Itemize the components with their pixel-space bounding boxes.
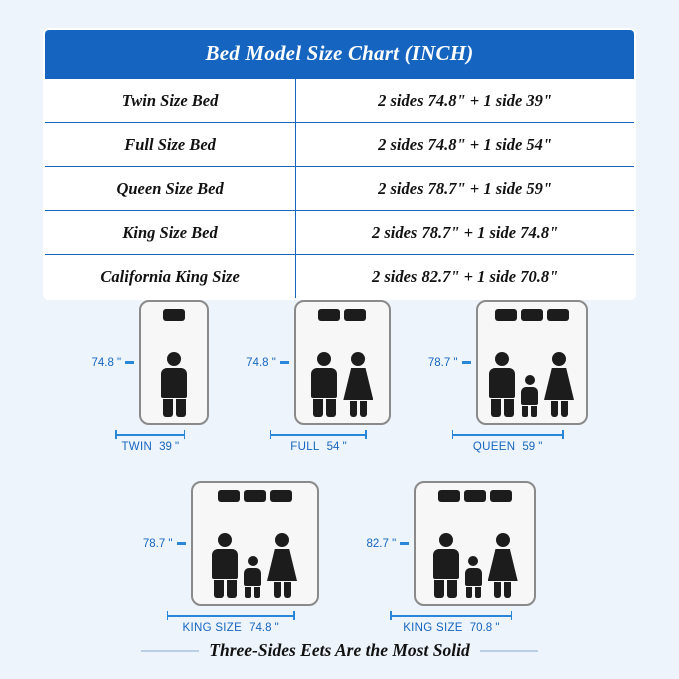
full-length-label: 74.8 " (246, 356, 276, 369)
table-cell-bed-size: 2 sides 74.8" + 1 side 39" (296, 79, 634, 123)
child-icon (244, 556, 261, 598)
adult-woman-icon (488, 533, 518, 598)
pillow-icon (547, 309, 569, 321)
twin-mattress (139, 300, 209, 425)
bed-diagram-queen (428, 300, 588, 453)
pillow-icon (270, 490, 292, 502)
table-row (45, 123, 634, 167)
king-width-value: 74.8 " (249, 622, 279, 634)
calking-length-measure (367, 481, 410, 606)
pillow-icon (318, 309, 340, 321)
full-length-measure (246, 300, 289, 425)
bed-diagram-row-top (0, 300, 679, 453)
full-width-value: 54 " (326, 441, 347, 453)
table-cell-bed-name: Full Size Bed (45, 123, 296, 167)
pillow-icon (464, 490, 486, 502)
occupant-group (478, 352, 586, 417)
bed-diagrams (0, 300, 679, 634)
bed-diagram-row-bottom (0, 481, 679, 634)
calking-length-label: 82.7 " (366, 537, 397, 550)
full-width-label (290, 441, 346, 453)
calking-width-value: 70.8 " (469, 622, 500, 634)
twin-length-label: 74.8 " (91, 356, 122, 369)
occupant-group (141, 352, 207, 417)
twin-length-measure (91, 300, 134, 425)
table-row (45, 255, 634, 299)
size-chart-table-card (43, 28, 636, 300)
queen-width-value: 59 " (522, 441, 543, 453)
bed-diagram-california-king (367, 481, 537, 634)
king-length-measure (143, 481, 186, 606)
pillow-icon (490, 490, 512, 502)
adult-man-icon (433, 533, 459, 598)
table-cell-bed-size: 2 sides 74.8" + 1 side 54" (296, 123, 634, 167)
divider-right (480, 650, 538, 652)
queen-length-label: 78.7 " (427, 356, 458, 369)
calking-width-measure (390, 611, 512, 634)
full-name-label: FULL (290, 441, 320, 453)
table-cell-bed-name: California King Size (45, 255, 296, 299)
child-icon (521, 375, 538, 417)
full-width-measure (270, 430, 367, 453)
adult-man-icon (161, 352, 187, 417)
queen-width-label (473, 441, 542, 453)
bed-diagram-full (246, 300, 391, 453)
pillow-group (193, 490, 317, 502)
full-mattress (294, 300, 391, 425)
adult-man-icon (489, 352, 515, 417)
occupant-group (416, 533, 534, 598)
page-title: Bed Model Size Chart (INCH) (45, 30, 634, 78)
table-cell-bed-size: 2 sides 78.7" + 1 side 74.8" (296, 211, 634, 255)
queen-length-measure (428, 300, 471, 425)
queen-width-measure (452, 430, 564, 453)
footer-note (0, 640, 679, 661)
queen-name-label: QUEEN (472, 441, 516, 453)
pillow-icon (438, 490, 460, 502)
measure-line-horizontal-icon (452, 430, 564, 439)
pillow-icon (521, 309, 543, 321)
table-cell-bed-name: King Size Bed (45, 211, 296, 255)
measure-line-horizontal-icon (167, 611, 295, 620)
king-name-label: KING SIZE (182, 622, 243, 634)
adult-man-icon (212, 533, 238, 598)
pillow-group (416, 490, 534, 502)
king-width-measure (167, 611, 295, 634)
adult-man-icon (311, 352, 337, 417)
pillow-icon (218, 490, 240, 502)
twin-name-label: TWIN (121, 441, 153, 453)
pillow-group (141, 309, 207, 321)
table-row (45, 211, 634, 255)
twin-width-measure (115, 430, 185, 453)
pillow-icon (163, 309, 185, 321)
pillow-group (296, 309, 389, 321)
pillow-icon (244, 490, 266, 502)
calking-name-label: KING SIZE (403, 622, 463, 634)
pillow-group (478, 309, 586, 321)
twin-width-label (121, 441, 179, 453)
divider-left (141, 650, 199, 652)
table-cell-bed-name: Twin Size Bed (45, 79, 296, 123)
size-chart-table (45, 78, 634, 298)
twin-width-value: 39 " (159, 441, 180, 453)
table-row (45, 167, 634, 211)
bed-diagram-twin (91, 300, 209, 453)
bed-diagram-king (143, 481, 319, 634)
occupant-group (193, 533, 317, 598)
calking-mattress (414, 481, 536, 606)
measure-line-horizontal-icon (115, 430, 185, 439)
calking-width-label (403, 622, 499, 634)
occupant-group (296, 352, 389, 417)
table-cell-bed-name: Queen Size Bed (45, 167, 296, 211)
table-cell-bed-size: 2 sides 78.7" + 1 side 59" (296, 167, 634, 211)
pillow-icon (495, 309, 517, 321)
queen-mattress (476, 300, 588, 425)
adult-woman-icon (267, 533, 297, 598)
pillow-icon (344, 309, 366, 321)
table-cell-bed-size: 2 sides 82.7" + 1 side 70.8" (296, 255, 634, 299)
measure-line-horizontal-icon (390, 611, 512, 620)
footer-text: Three-Sides Eets Are the Most Solid (209, 640, 470, 660)
adult-woman-icon (343, 352, 373, 417)
king-mattress (191, 481, 319, 606)
adult-woman-icon (544, 352, 574, 417)
king-length-label: 78.7 " (142, 537, 173, 550)
child-icon (465, 556, 482, 598)
king-width-label (183, 622, 279, 634)
table-row (45, 79, 634, 123)
measure-line-horizontal-icon (270, 430, 367, 439)
